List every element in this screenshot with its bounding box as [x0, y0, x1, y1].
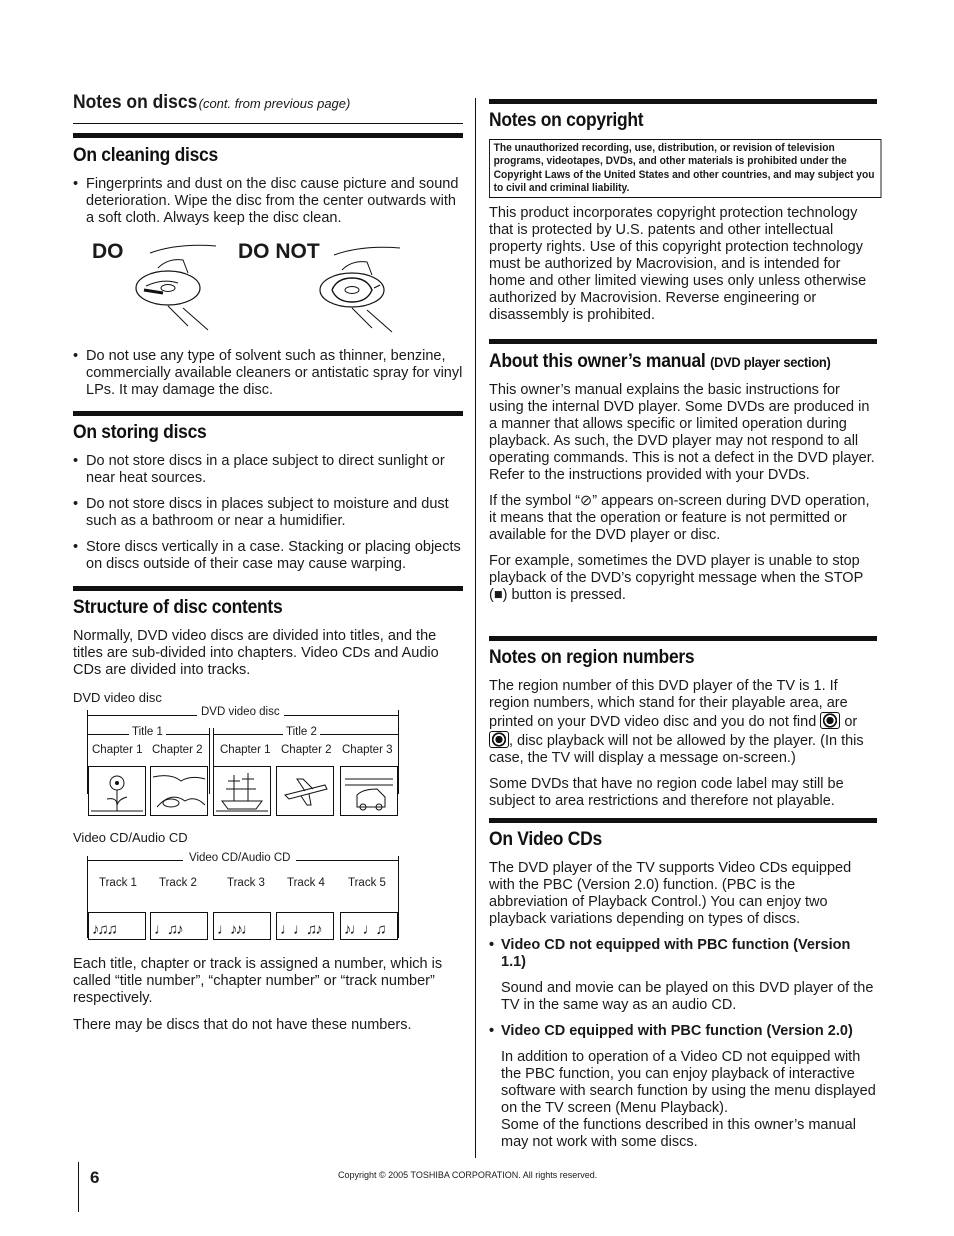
footer-rule — [78, 1162, 79, 1212]
dvd-span-label: DVD video disc — [197, 706, 284, 718]
structure-para-2: There may be discs that do not have these numbers. — [73, 1017, 412, 1033]
track-thumbnail: ♩♩♫♪ — [276, 912, 334, 940]
vcd-bullet-2-heading: • Video CD equipped with PBC function (Version 2.0) — [489, 1023, 877, 1040]
chapter-label: Chapter 2 — [152, 744, 203, 756]
page-subtitle: (cont. from previous page) — [198, 96, 351, 111]
cleaning-bullet-2: • Do not use any type of solvent such as thinner, benzine, commercially available cleaners or antistatic spray for vinyl LPs. It may damage the disc. — [73, 348, 463, 399]
structure-notes — [73, 956, 463, 1034]
track-thumbnail: ♩♪♪♩ — [213, 912, 271, 940]
section-rule — [489, 818, 877, 823]
chapter-label: Chapter 1 — [92, 744, 143, 756]
structure-section — [73, 597, 463, 679]
header-rule — [73, 123, 463, 124]
copyright-heading: Notes on copyright — [489, 110, 644, 131]
section-rule — [73, 133, 463, 138]
region-text: The region number of this DVD player of the TV is 1. If region numbers, which stand for their playable area, are printed on your DVD video disc and you do not find — [489, 678, 848, 730]
manual-para-1b: Refer to the instructions provided with your DVDs. — [489, 467, 810, 483]
region-text: , disc playback will not be allowed by the player. (In this case, the TV will display a message on-screen.) — [489, 733, 864, 766]
section-rule — [489, 339, 877, 344]
vcd-span-label: Video CD/Audio CD — [183, 852, 296, 864]
do-not-disc-illustration — [312, 240, 412, 340]
storing-section — [73, 422, 463, 582]
region-para-1 — [489, 678, 877, 767]
section-rule — [73, 586, 463, 591]
do-label: DO — [92, 240, 124, 263]
manual-heading-main: About this owner’s manual — [489, 351, 706, 372]
section-rule — [73, 411, 463, 416]
track-label: Track 5 — [348, 877, 386, 889]
chapter-label: Chapter 2 — [281, 744, 332, 756]
section-rule — [489, 99, 877, 104]
track-label: Track 3 — [227, 877, 265, 889]
chapter-thumbnail-ship — [213, 766, 271, 816]
track-label: Track 1 — [99, 877, 137, 889]
vcd-intro: The DVD player of the TV supports Video CDs equipped with the PBC (Version 2.0) function. (PBC is the abbreviation of Playback Control.) You can enjoy two playback variations depending on types of discs. — [489, 860, 852, 927]
manual-para-3: For example, sometimes the DVD player is unable to stop playback of the DVD’s copyright message when the STOP (■) button is pressed. — [489, 553, 863, 603]
region-para-2: Some DVDs that have no region code label may still be subject to area restrictions and therefore not playable. — [489, 776, 844, 809]
storing-bullet-3: • Store discs vertically in a case. Stacking or placing objects on discs outside of their case may cause warping. — [73, 539, 463, 573]
track-label: Track 4 — [287, 877, 325, 889]
do-disc-illustration — [128, 238, 228, 338]
vcd-bullet-1-heading: • Video CD not equipped with PBC function (Version 1.1) — [489, 937, 877, 971]
storing-bullet-1: • Do not store discs in a place subject to direct sunlight or near heat sources. — [73, 453, 463, 487]
region-text: or — [844, 714, 858, 730]
copyright-body: This product incorporates copyright protection technology that is protected by U.S. patents and other intellectual property rights. Use of this copyright protection technology must be authorized by Macrovision, and is intended for home and other limited viewing uses only unless otherwise authorized by Macrovision. Reverse engineering or disassembly is prohibited. — [489, 205, 867, 324]
storing-bullet-2: • Do not store discs in places subject to moisture and dust such as a bathroom or near a humidifier. — [73, 496, 463, 530]
cleaning-section — [73, 145, 463, 236]
cleaning-section-2 — [73, 348, 463, 408]
footer-copyright: Copyright © 2005 TOSHIBA CORPORATION. All rights reserved. — [338, 1170, 598, 1180]
copyright-warning-box: The unauthorized recording, use, distribution, or revision of television programs, videotapes, DVDs, and other materials is prohibited under the Copyright Laws of the United States and other countries, and may subject you to civil and criminal liability. — [489, 139, 881, 198]
vcd-heading: On Video CDs — [489, 829, 602, 850]
manual-section — [489, 351, 877, 604]
chapter-thumbnail-flower — [88, 766, 146, 816]
page-header — [73, 92, 350, 114]
structure-intro: Normally, DVD video discs are divided into titles, and the titles are sub-divided into chapters. Video CDs and Audio CDs are divided into tracks. — [73, 628, 439, 678]
vcd-bullet-2-text-2: Some of the functions described in this owner’s manual may not work with some discs. — [501, 1117, 856, 1150]
track-thumbnail: ♩♫♪ — [150, 912, 208, 940]
page-number: 6 — [90, 1168, 100, 1187]
structure-para-1: Each title, chapter or track is assigned a number, which is called “title number”, “chapter number” or “track number” respectively. — [73, 956, 443, 1006]
track-thumbnail: ♪♩♩♫ — [340, 912, 398, 940]
vcd-section — [489, 829, 877, 1151]
column-divider — [475, 98, 476, 1158]
storing-heading: On storing discs — [73, 422, 207, 443]
manual-para-2: If the symbol “⊘” appears on-screen during DVD operation, it means that the operation or feature is not permitted or available for the DVD player or disc. — [489, 493, 870, 543]
title-1-label: Title 1 — [129, 726, 166, 738]
vcd-bullet-1-text: Sound and movie can be played on this DVD player of the TV in the same way as an audio CD. — [501, 980, 874, 1013]
copyright-section — [489, 110, 877, 324]
structure-heading: Structure of disc contents — [73, 597, 283, 618]
title-2-label: Title 2 — [283, 726, 320, 738]
manual-heading-small: (DVD player section) — [710, 354, 831, 370]
do-not-label: DO NOT — [238, 240, 320, 263]
region-all-icon — [489, 731, 509, 748]
dvd-caption: DVD video disc — [73, 690, 162, 705]
region-section — [489, 647, 877, 810]
track-label: Track 2 — [159, 877, 197, 889]
track-thumbnail: ♪♫♫ — [88, 912, 146, 940]
cleaning-heading: On cleaning discs — [73, 145, 218, 166]
chapter-thumbnail-landscape — [150, 766, 208, 816]
region-heading: Notes on region numbers — [489, 647, 695, 668]
chapter-thumbnail-car — [340, 766, 398, 816]
manual-para-1: This owner’s manual explains the basic instructions for using the internal DVD player. Some DVDs are produced in a manner that allows specific or limited operation during playback. As such, the DVD player may not respond to all operating commands. This is not a defect in the DVD player. — [489, 382, 875, 466]
vcd-caption: Video CD/Audio CD — [73, 830, 188, 845]
manual-heading — [489, 351, 846, 373]
vcd-bullet-2-text: In addition to operation of a Video CD not equipped with the PBC function, you can enjoy playback of interactive software with search function by using the menu displayed on the TV screen (Menu Playback). — [501, 1049, 876, 1116]
region-1-icon — [820, 712, 840, 729]
chapter-label: Chapter 1 — [220, 744, 271, 756]
chapter-thumbnail-plane — [276, 766, 334, 816]
cleaning-bullet-1: • Fingerprints and dust on the disc cause picture and sound deterioration. Wipe the disc from the center outwards with a soft cloth. Always keep the disc clean. — [73, 176, 463, 227]
chapter-label: Chapter 3 — [342, 744, 393, 756]
page-title: Notes on discs — [73, 92, 198, 113]
section-rule — [489, 636, 877, 641]
